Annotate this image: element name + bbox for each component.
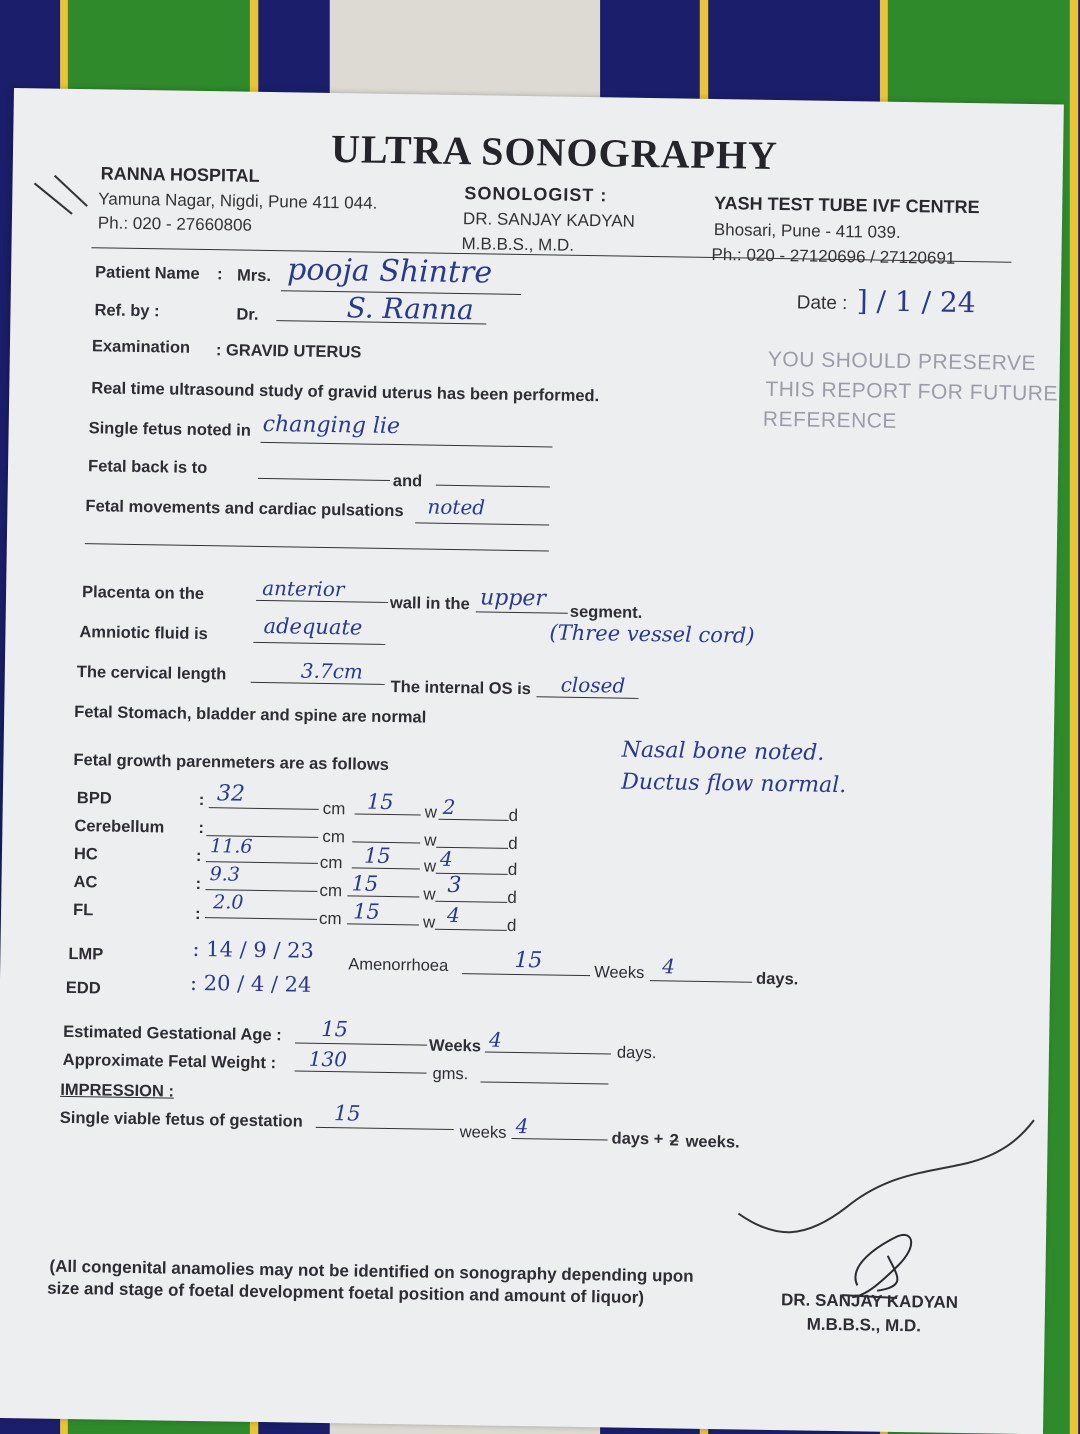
single-fetus-value: changing lie xyxy=(262,411,401,440)
growth-row-weeks: 15 xyxy=(351,871,379,896)
ga-days-label: days. xyxy=(616,1043,657,1063)
normal-text: Fetal Stomach, bladder and spine are normal xyxy=(74,703,427,727)
ga-weeks: 15 xyxy=(321,1016,349,1042)
os-value: closed xyxy=(560,672,626,698)
ga-weeks-line xyxy=(295,1043,427,1046)
single-fetus-line xyxy=(260,442,552,448)
movements-value: noted xyxy=(427,494,486,520)
ga-weeks-label: Weeks xyxy=(428,1036,482,1056)
weight-line xyxy=(295,1071,427,1074)
amenorrhoea-weeks-line xyxy=(462,973,590,976)
corner-marks xyxy=(32,173,93,224)
exam-label: Examination xyxy=(91,337,191,357)
ivf-centre-name: YASH TEST TUBE IVF CENTRE xyxy=(714,193,980,218)
cervical-label: The cervical length xyxy=(76,663,227,684)
edd-label: EDD xyxy=(65,978,101,998)
footer-degree: M.B.B.S., M.D. xyxy=(806,1314,922,1336)
ref-dr-prefix: Dr. xyxy=(236,305,259,324)
impression-weeks-line xyxy=(316,1127,454,1130)
impression-weeks-value: 15 xyxy=(333,1101,361,1126)
stamp-line-1: YOU SHOULD PRESERVE xyxy=(767,347,1037,376)
growth-row: FL : 2.0 cm 15 w 4 d xyxy=(72,891,517,935)
amenorrhoea-days: 4 xyxy=(662,954,676,979)
lmp-label: LMP xyxy=(68,944,104,964)
amniotic-line xyxy=(253,642,385,645)
wall-line xyxy=(476,611,568,613)
amniotic-label: Amniotic fluid is xyxy=(79,623,208,644)
weight-label: Approximate Fetal Weight : xyxy=(62,1050,277,1073)
cervical-line xyxy=(251,682,385,685)
exam-value: : GRAVID UTERUS xyxy=(215,341,362,362)
impression-text: Single viable fetus of gestation xyxy=(59,1108,303,1131)
growth-row-value: 11.6 xyxy=(209,835,253,858)
segment-label: segment. xyxy=(569,602,643,622)
movements-label: Fetal movements and cardiac pulsations xyxy=(85,497,404,521)
ivf-centre-address: Bhosari, Pune - 411 039. xyxy=(713,220,901,242)
movements-line xyxy=(415,522,549,525)
sonologist-name: DR. SANJAY KADYAN xyxy=(462,209,636,231)
footer-doctor: DR. SANJAY KADYAN xyxy=(780,1290,959,1312)
hospital-address: Yamuna Nagar, Nigdi, Pune 411 044. xyxy=(98,189,378,213)
growth-row-weeks: 15 xyxy=(363,843,391,869)
amenorrhoea-days-line xyxy=(650,980,752,983)
placenta-label: Placenta on the xyxy=(81,583,205,604)
ivf-centre-phone: Ph.: 020 - 27120696 / 27120691 xyxy=(711,244,956,268)
growth-row-weeks: 15 xyxy=(366,789,394,815)
impression-days-label: days + xyxy=(611,1129,664,1149)
ga-days: 4 xyxy=(488,1027,503,1052)
date-label: Date : xyxy=(796,292,848,315)
patient-name-label: Patient Name xyxy=(94,263,200,283)
growth-row: Cerebellum : cm w d xyxy=(74,817,518,854)
report-title: ULTRA SONOGRAPHY xyxy=(330,125,779,179)
impression-struck: 2 xyxy=(669,1131,679,1150)
ref-doctor-value: S. Ranna xyxy=(346,291,475,327)
growth-row-name: BPD xyxy=(76,789,112,808)
weight-value: 130 xyxy=(308,1046,348,1072)
cervical-value: 3.7cm xyxy=(300,658,364,684)
fetal-back-line-1 xyxy=(258,478,390,481)
fetal-back-and: and xyxy=(392,472,423,491)
fetal-back-line-2 xyxy=(436,485,550,488)
ga-label: Estimated Gestational Age : xyxy=(63,1022,282,1045)
growth-row-value: 2.0 xyxy=(213,891,244,914)
growth-row-name: Cerebellum xyxy=(74,817,165,837)
growth-row-value: 9.3 xyxy=(209,863,241,886)
placenta-line xyxy=(256,600,388,603)
growth-label: Fetal growth parenmeters are as follows xyxy=(73,751,389,774)
placenta-value: anterior xyxy=(261,575,345,602)
report-sheet xyxy=(0,88,1064,1434)
disclaimer-line-2: size and stage of foetal development foetal position and amount of liquor) xyxy=(47,1278,645,1308)
note-ductus-flow: Ductus flow normal. xyxy=(620,769,847,799)
hospital-name: RANNA HOSPITAL xyxy=(100,163,260,186)
os-line xyxy=(536,696,638,699)
growth-row-days: 3 xyxy=(447,872,462,899)
growth-row-value: 32 xyxy=(216,781,246,807)
amenorrhoea-weeks-label: Weeks xyxy=(594,963,645,983)
growth-row-name: FL xyxy=(72,901,94,920)
gms-label: gms. xyxy=(432,1064,469,1084)
blank-line xyxy=(85,543,549,551)
stamp-line-3: REFERENCE xyxy=(762,407,898,433)
ga-days-line xyxy=(485,1052,611,1055)
impression-days-line xyxy=(512,1138,608,1141)
single-fetus-label: Single fetus noted in xyxy=(88,419,252,440)
sonologist-degree: M.B.B.S., M.D. xyxy=(461,234,575,255)
amenorrhoea-days-label: days. xyxy=(755,969,799,989)
growth-row-days: 2 xyxy=(442,794,456,820)
patient-prefix: Mrs. xyxy=(236,266,272,286)
date-value: ] / 1 / 24 xyxy=(856,284,976,320)
ref-label: Ref. by : xyxy=(94,301,160,321)
amniotic-value: adequate xyxy=(263,613,363,640)
growth-row-name: HC xyxy=(73,845,98,864)
amenorrhoea-weeks: 15 xyxy=(514,947,543,974)
impression-tail: weeks. xyxy=(685,1132,740,1152)
edd-value: : 20 / 4 / 24 xyxy=(189,970,312,997)
growth-row: AC : 9.3 cm 15 w 3 d xyxy=(73,863,517,907)
amenorrhoea-label: Amenorrhoea xyxy=(348,955,449,975)
growth-row-days: 4 xyxy=(446,902,460,928)
study-text: Real time ultrasound study of gravid uterus has been performed. xyxy=(91,379,600,406)
growth-row-weeks: 15 xyxy=(352,899,381,924)
lmp-value: : 14 / 9 / 23 xyxy=(192,936,315,963)
gms-line xyxy=(480,1081,608,1084)
sonologist-label: SONOLOGIST : xyxy=(464,183,608,206)
patient-colon: : xyxy=(216,265,223,284)
growth-row-name: AC xyxy=(73,873,98,892)
note-nasal-bone: Nasal bone noted. xyxy=(621,737,825,766)
impression-heading: IMPRESSION : xyxy=(60,1080,175,1101)
growth-row: BPD : 32 cm 15 w 2 d xyxy=(76,781,519,826)
hospital-phone: Ph.: 020 - 27660806 xyxy=(97,213,253,235)
fetal-back-label: Fetal back is to xyxy=(87,457,208,478)
patient-name-value: pooja Shintre xyxy=(286,252,493,291)
growth-row: HC : 11.6 cm 15 w 4 d xyxy=(73,835,518,880)
growth-row-days: 4 xyxy=(439,846,453,871)
wall-value: upper xyxy=(479,585,547,612)
stamp-line-2: THIS REPORT FOR FUTURE xyxy=(765,377,1059,406)
placenta-note: (Three vessel cord) xyxy=(549,620,755,648)
impression-days-value: 4 xyxy=(515,1114,529,1139)
impression-weeks-label: weeks xyxy=(459,1123,507,1142)
wall-label: wall in the xyxy=(389,593,470,614)
os-label: The internal OS is xyxy=(390,677,532,699)
disclaimer-line-1: (All congenital anamolies may not be identified on sonography depending upon xyxy=(49,1256,694,1286)
